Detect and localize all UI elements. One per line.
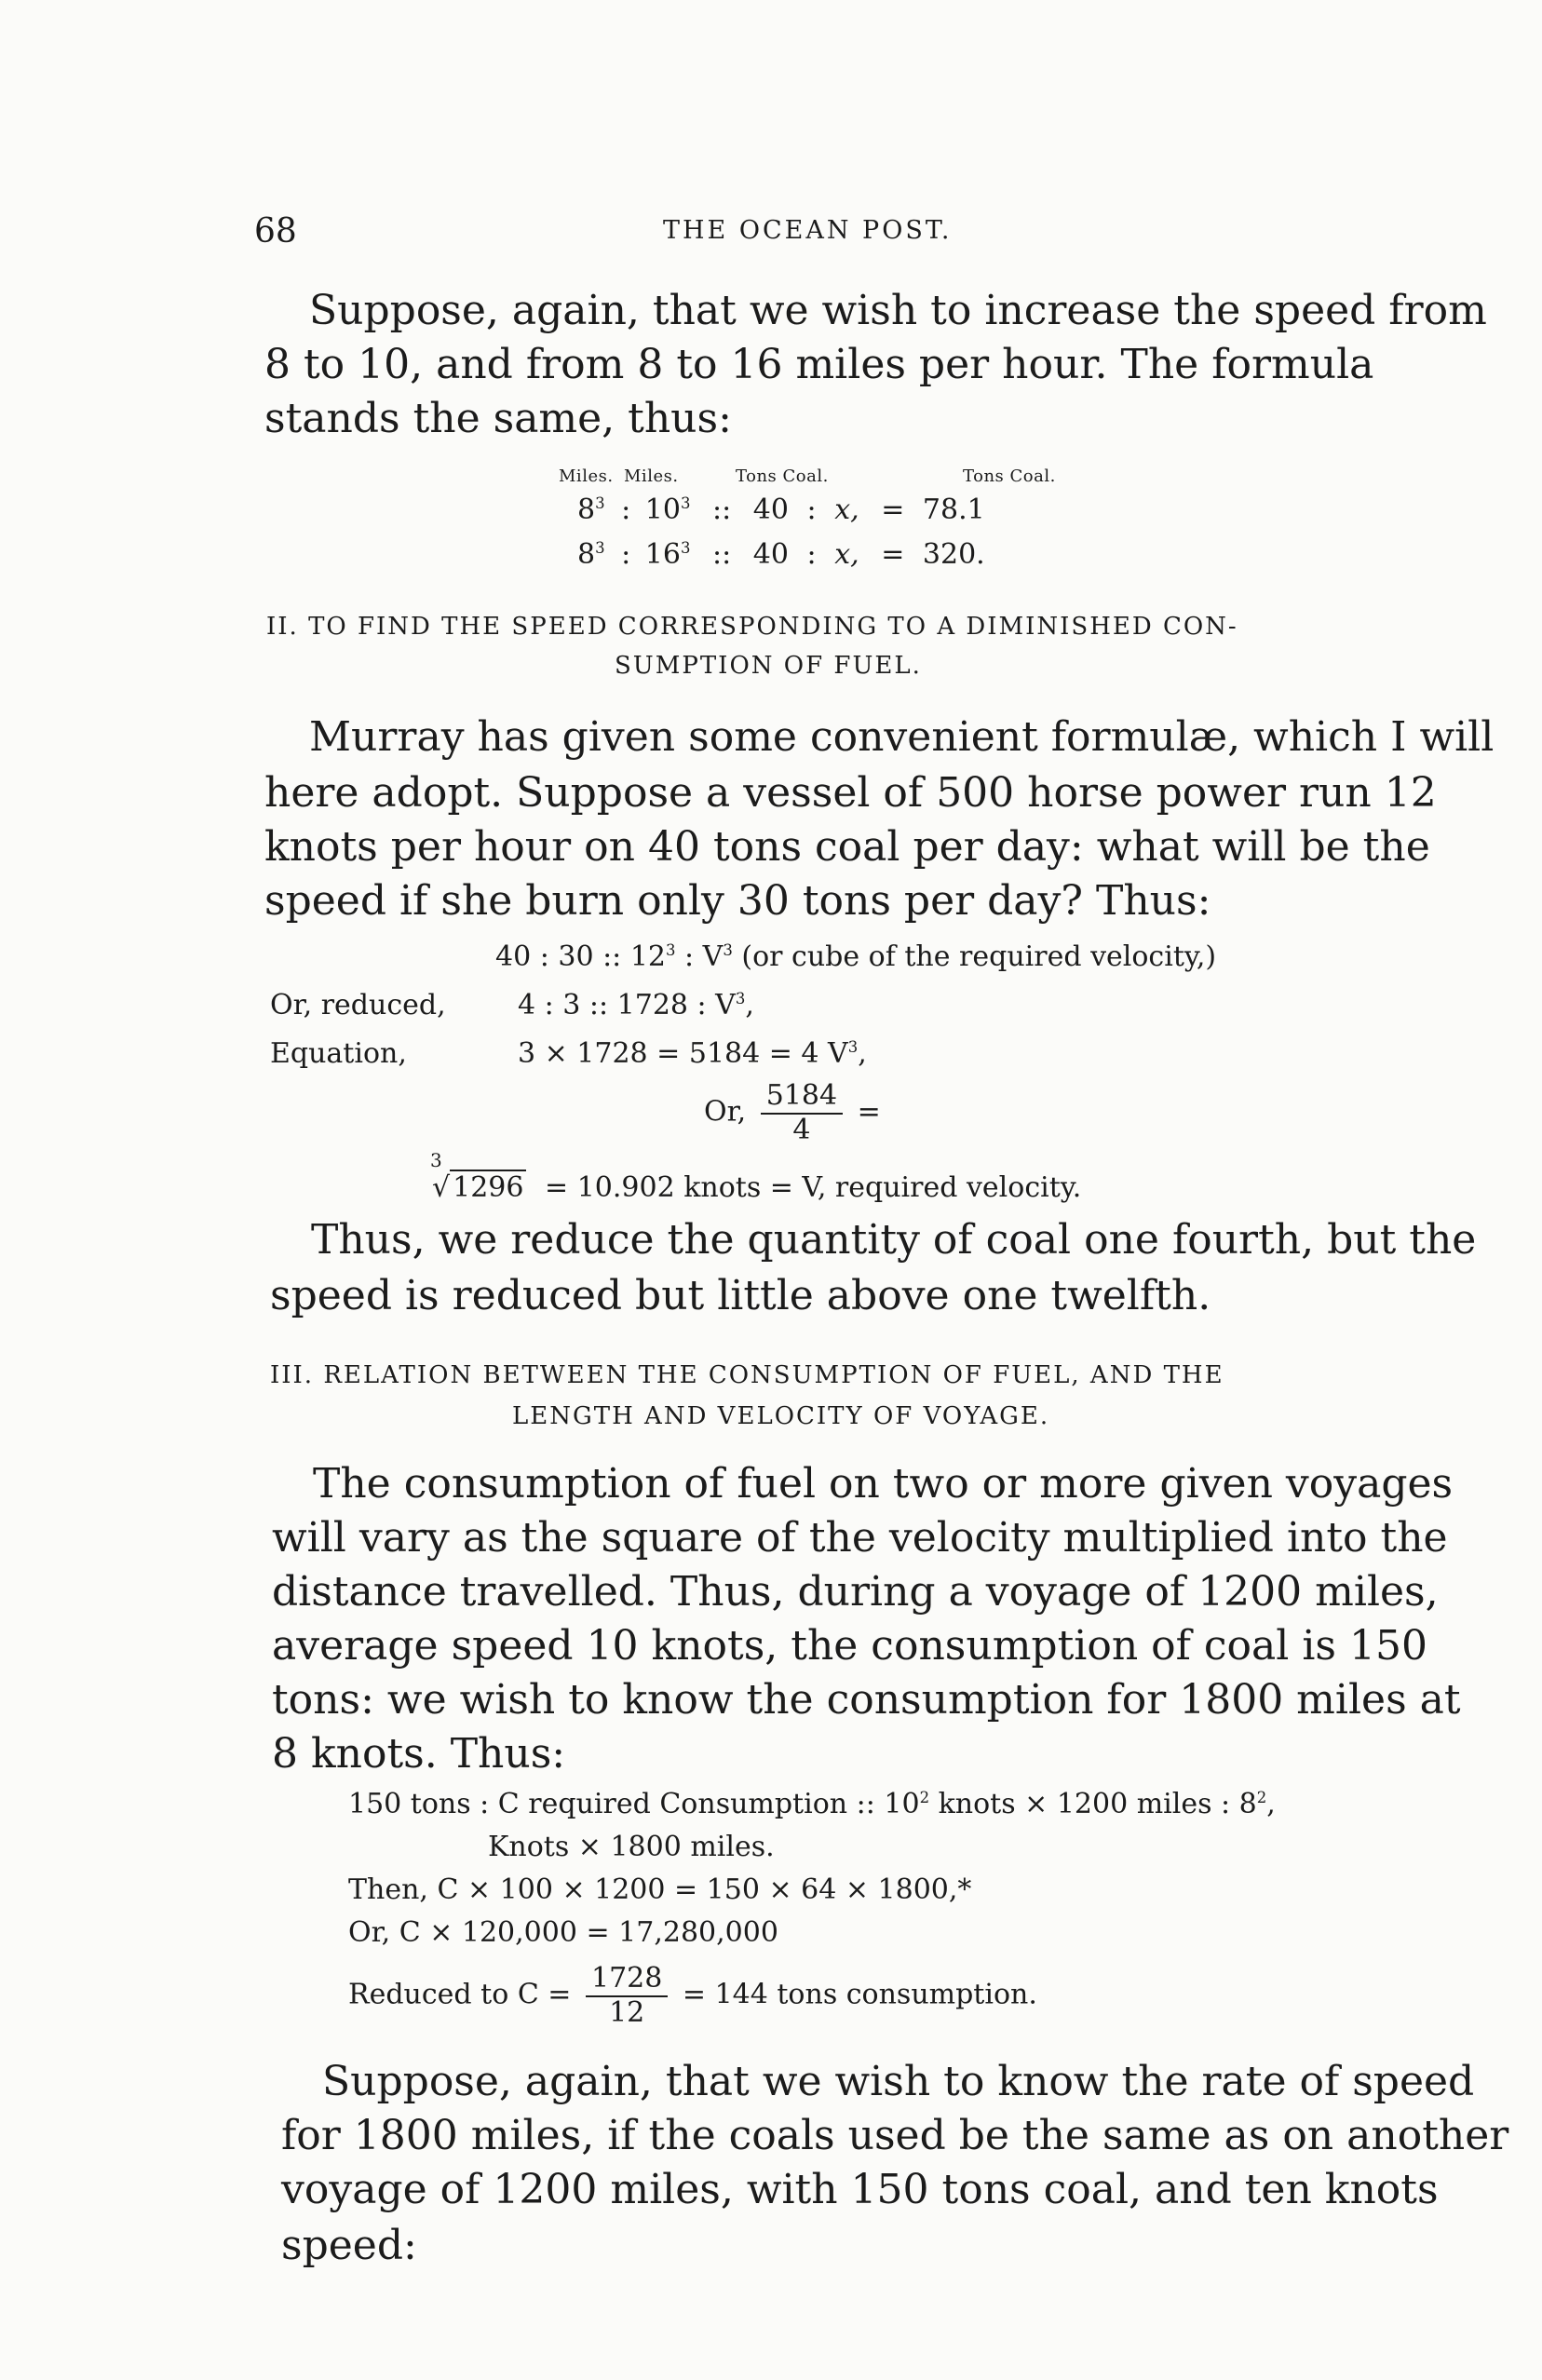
paragraph-line: here adopt. Suppose a vessel of 500 horse power run 12: [264, 769, 1437, 817]
section-heading: II. TO FIND THE SPEED CORRESPONDING TO A DIMINISHED CON-: [266, 613, 1238, 641]
equation-line: Knots × 1800 miles.: [488, 1831, 775, 1863]
paragraph-line: Suppose, again, that we wish to increase the speed from: [309, 287, 1487, 334]
paragraph-line: speed if she burn only 30 tons per day? Thus:: [264, 877, 1211, 925]
paragraph-line: distance travelled. Thus, during a voyage of 1200 miles,: [272, 1568, 1439, 1616]
running-title: THE OCEAN POST.: [663, 216, 953, 245]
paragraph-line: knots per hour on 40 tons coal per day: what will be the: [264, 823, 1430, 871]
table-header-miles: Miles.: [624, 467, 679, 486]
table-header-miles: Miles.: [559, 467, 614, 486]
paragraph-line: Suppose, again, that we wish to know the rate of speed: [322, 2058, 1475, 2105]
section-heading: III. RELATION BETWEEN THE CONSUMPTION OF FUEL, AND THE: [270, 1361, 1224, 1389]
paragraph-line: Murray has given some convenient formulæ, which I will: [309, 713, 1495, 761]
paragraph-line: stands the same, thus:: [264, 395, 732, 442]
equation-line: 40 : 30 :: $12^3$ : $V^3$ (or cube of the required velocity,): [495, 940, 1217, 973]
equation-line: 3 √ 1296 = 10.902 knots = V, required velocity.: [430, 1149, 1082, 1204]
paragraph-line: average speed 10 knots, the consumption of coal is 150: [272, 1622, 1427, 1670]
equation-line: 3 × 1728 = 5184 = 4 $V^3$,: [518, 1037, 867, 1070]
fraction: $\frac{5184}{4}$: [761, 1080, 843, 1146]
table-header-tons-coal: Tons Coal.: [736, 467, 829, 486]
section-heading: LENGTH AND VELOCITY OF VOYAGE.: [512, 1402, 1050, 1430]
paragraph-line: will vary as the square of the velocity multiplied into the: [272, 1514, 1448, 1562]
equation-line: 150 tons : C required Consumption :: $10^2$ knots × 1200 miles : $8^2$,: [348, 1788, 1276, 1820]
section-heading: SUMPTION OF FUEL.: [615, 652, 922, 680]
page-number: 68: [254, 212, 297, 250]
paragraph-line: Thus, we reduce the quantity of coal one fourth, but the: [311, 1216, 1477, 1264]
fraction: $\frac{1728}{12}$: [586, 1963, 668, 2029]
paragraph-line: speed:: [281, 2222, 417, 2269]
table-row: $8^3$ : $10^3$ :: 40 : x, = 78.1: [577, 494, 985, 526]
equation-line: Reduced to C = $\frac{1728}{12}$ = 144 tons consumption.: [348, 1962, 1037, 2029]
paragraph-line: voyage of 1200 miles, with 150 tons coal, and ten knots: [281, 2166, 1439, 2213]
paragraph-line: speed is reduced but little above one twelfth.: [270, 1272, 1211, 1319]
equation-label: Or, reduced,: [270, 989, 446, 1021]
paragraph-line: The consumption of fuel on two or more given voyages: [313, 1460, 1454, 1508]
table-row: $8^3$ : $16^3$ :: 40 : x, = 320.: [577, 538, 985, 571]
paragraph-line: tons: we wish to know the consumption for 1800 miles at: [272, 1676, 1461, 1724]
equation-line: Then, C × 100 × 1200 = 150 × 64 × 1800,*: [348, 1873, 972, 1906]
paragraph-line: 8 to 10, and from 8 to 16 miles per hour. The formula: [264, 341, 1374, 388]
table-header-tons-coal: Tons Coal.: [963, 467, 1056, 486]
equation-line: Or, $\frac{5184}{4}$ =: [704, 1079, 881, 1146]
paragraph-line: for 1800 miles, if the coals used be the same as on another: [281, 2112, 1509, 2159]
paragraph-line: 8 knots. Thus:: [272, 1730, 566, 1778]
equation-line: Or, C × 120,000 = 17,280,000: [348, 1916, 778, 1949]
equation-label: Equation,: [270, 1037, 407, 1070]
equation-line: 4 : 3 :: 1728 : $V^3$,: [518, 989, 754, 1021]
